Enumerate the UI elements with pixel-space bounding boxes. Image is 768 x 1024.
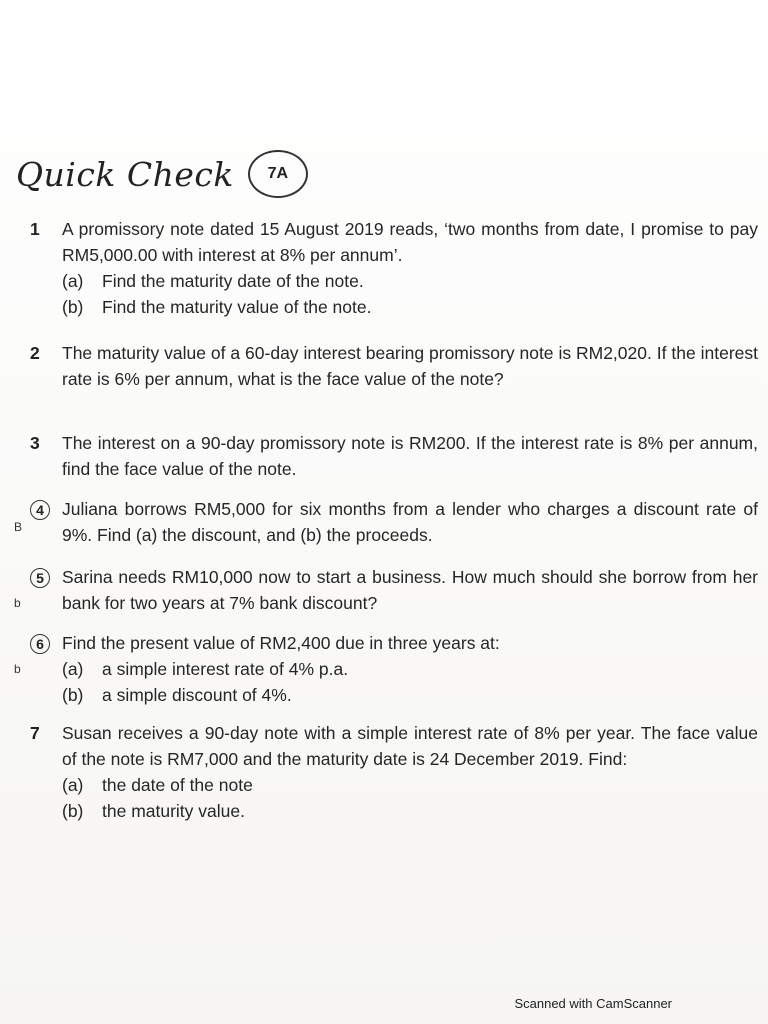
handwritten-mark: B [14,520,23,534]
question-part [30,294,758,320]
question-part [30,798,758,824]
title-row [16,150,308,198]
question-part [30,772,758,798]
part-label: (a) [62,271,84,291]
part-label: (b) [62,685,84,705]
question-number: 2 [30,343,40,363]
part-text: Find the maturity value of the note. [102,297,372,317]
question-text: Juliana borrows RM5,000 for six months from a lender who charges a discount rate of 9%. Find (a) the discount, and (b) the proceeds. [62,499,758,545]
scanner-watermark: Scanned with CamScanner [514,996,672,1011]
part-label: (a) [62,659,84,679]
circled-number: 6 [30,634,50,654]
question-5 [30,564,758,616]
part-text: a simple discount of 4%. [102,685,292,705]
question-7 [30,720,758,824]
question-number [30,496,62,548]
page-title: Quick Check [16,154,234,194]
question-number: 1 [30,219,40,239]
question-2 [30,340,758,392]
part-text: a simple interest rate of 4% p.a. [102,659,349,679]
question-text: Find the present value of RM2,400 due in three years at: [62,633,500,653]
question-part [30,268,758,294]
circled-number: 5 [30,568,50,588]
question-number: 3 [30,433,40,453]
question-3 [30,430,758,482]
part-text: Find the maturity date of the note. [102,271,364,291]
handwritten-mark: b [14,596,21,610]
question-part [30,682,758,708]
question-text: The maturity value of a 60-day interest bearing promissory note is RM2,020. If the interest rate is 6% per annum, what is the face value of the note? [62,343,758,389]
part-text: the date of the note [102,775,253,795]
question-text: Sarina needs RM10,000 now to start a business. How much should she borrow from her bank for two years at 7% bank discount? [62,567,758,613]
question-part [30,656,758,682]
part-label: (b) [62,297,84,317]
part-text: the maturity value. [102,801,245,821]
question-number [30,564,62,616]
question-1 [30,216,758,320]
question-text: The interest on a 90-day promissory note is RM200. If the interest rate is 8% per annum, find the face value of the note. [62,433,758,479]
part-label: (b) [62,801,84,821]
question-text: A promissory note dated 15 August 2019 reads, ‘two months from date, I promise to pay RM5,000.00 with interest at 8% per annum’. [62,219,758,265]
question-6 [30,630,758,708]
handwritten-mark: b [14,662,21,676]
circled-number: 4 [30,500,50,520]
question-number [30,630,62,656]
section-badge: 7A [248,150,308,198]
question-4 [30,496,758,548]
part-label: (a) [62,775,84,795]
question-text: Susan receives a 90-day note with a simple interest rate of 8% per year. The face value of the note is RM7,000 and the maturity date is 24 December 2019. Find: [62,723,758,769]
question-number: 7 [30,723,40,743]
